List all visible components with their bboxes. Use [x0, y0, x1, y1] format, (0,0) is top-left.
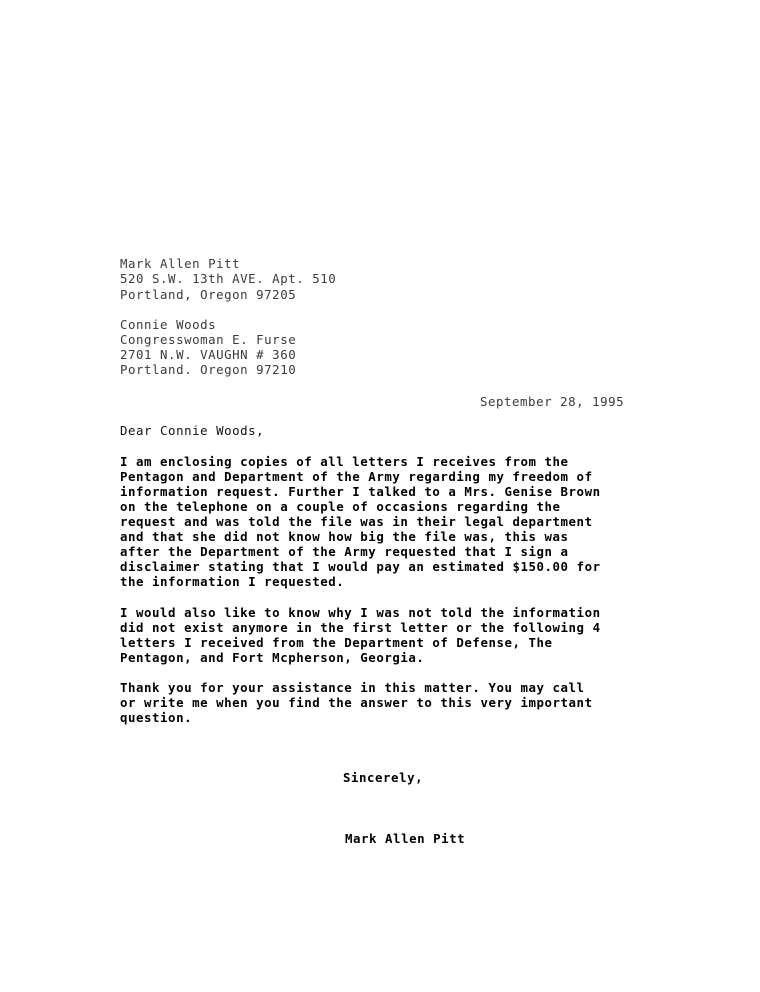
body-line: I am enclosing copies of all letters I receives from the — [120, 454, 569, 469]
body-line: or write me when you find the answer to this very important — [120, 695, 593, 710]
body-line: and that she did not know how big the file was, this was — [120, 529, 569, 544]
recipient-street: 2701 N.W. VAUGHN # 360 — [120, 347, 297, 362]
body-line: Pentagon, and Fort Mcpherson, Georgia. — [120, 650, 425, 665]
body-line: Pentagon and Department of the Army regarding my freedom of — [120, 469, 593, 484]
body-line: the information I requested. — [120, 574, 345, 589]
body-line: request and was told the file was in their legal department — [120, 514, 593, 529]
body-line: disclaimer stating that I would pay an estimated $150.00 for — [120, 559, 601, 574]
recipient-office: Congresswoman E. Furse — [120, 332, 297, 347]
body-line: letters I received from the Department of Defense, The — [120, 635, 553, 650]
recipient-city: Portland. Oregon 97210 — [120, 362, 297, 377]
body-line: after the Department of the Army requested that I sign a — [120, 544, 569, 559]
body-line: question. — [120, 710, 193, 725]
signature-name: Mark Allen Pitt — [345, 831, 466, 846]
body-line: information request. Further I talked to a Mrs. Genise Brown — [120, 484, 601, 499]
recipient-name: Connie Woods — [120, 317, 217, 332]
salutation: Dear Connie Woods, — [120, 423, 265, 438]
body-line: did not exist anymore in the first letter or the following 4 — [120, 620, 601, 635]
sender-city: Portland, Oregon 97205 — [120, 287, 297, 302]
sender-name: Mark Allen Pitt — [120, 256, 241, 271]
letter-date: September 28, 1995 — [480, 394, 625, 409]
body-line: I would also like to know why I was not told the information — [120, 605, 601, 620]
body-line: on the telephone on a couple of occasions regarding the — [120, 499, 561, 514]
sender-street: 520 S.W. 13th AVE. Apt. 510 — [120, 271, 337, 286]
body-line: Thank you for your assistance in this matter. You may call — [120, 680, 585, 695]
closing: Sincerely, — [343, 770, 424, 785]
